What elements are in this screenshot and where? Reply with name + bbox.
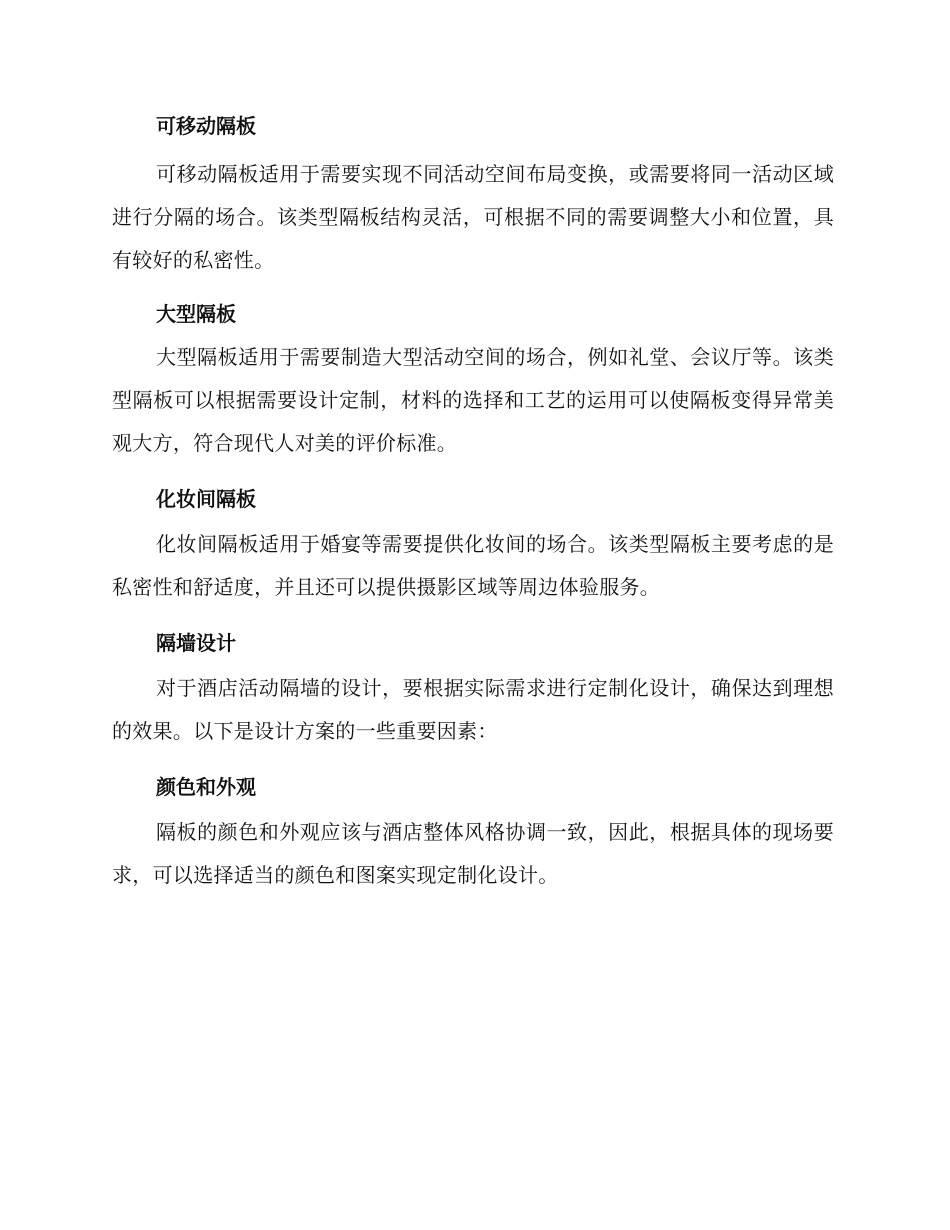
section-paragraph-movable-partition: 可移动隔板适用于需要实现不同活动空间布局变换，或需要将同一活动区域进行分隔的场合。该类型隔板结构灵活，可根据不同的需要调整大小和位置，具有较好的私密性。 [112, 162, 834, 272]
section-paragraph-partition-wall-design: 对于酒店活动隔墙的设计，要根据实际需求进行定制化设计，确保达到理想的效果。以下是设计方案的一些重要因素： [112, 676, 834, 743]
document-page [112, 112, 834, 897]
section-heading-movable-partition: 可移动隔板 [156, 114, 256, 138]
section-paragraph-color-and-appearance: 隔板的颜色和外观应该与酒店整体风格协调一致，因此，根据具体的现场要求，可以选择适当的颜色和图案实现定制化设计。 [112, 820, 834, 887]
section-paragraph-large-partition: 大型隔板适用于需要制造大型活动空间的场合，例如礼堂、会议厅等。该类型隔板可以根据需要设计定制，材料的选择和工艺的运用可以使隔板变得异常美观大方，符合现代人对美的评价标准。 [112, 345, 834, 455]
section-heading-partition-wall-design: 隔墙设计 [156, 631, 236, 655]
section-heading-large-partition: 大型隔板 [156, 302, 236, 326]
section-heading-dressing-room-partition: 化妆间隔板 [156, 487, 256, 511]
section-heading-color-and-appearance: 颜色和外观 [156, 775, 256, 799]
section-paragraph-dressing-room-partition: 化妆间隔板适用于婚宴等需要提供化妆间的场合。该类型隔板主要考虑的是私密性和舒适度，并且还可以提供摄影区域等周边体验服务。 [112, 532, 834, 599]
